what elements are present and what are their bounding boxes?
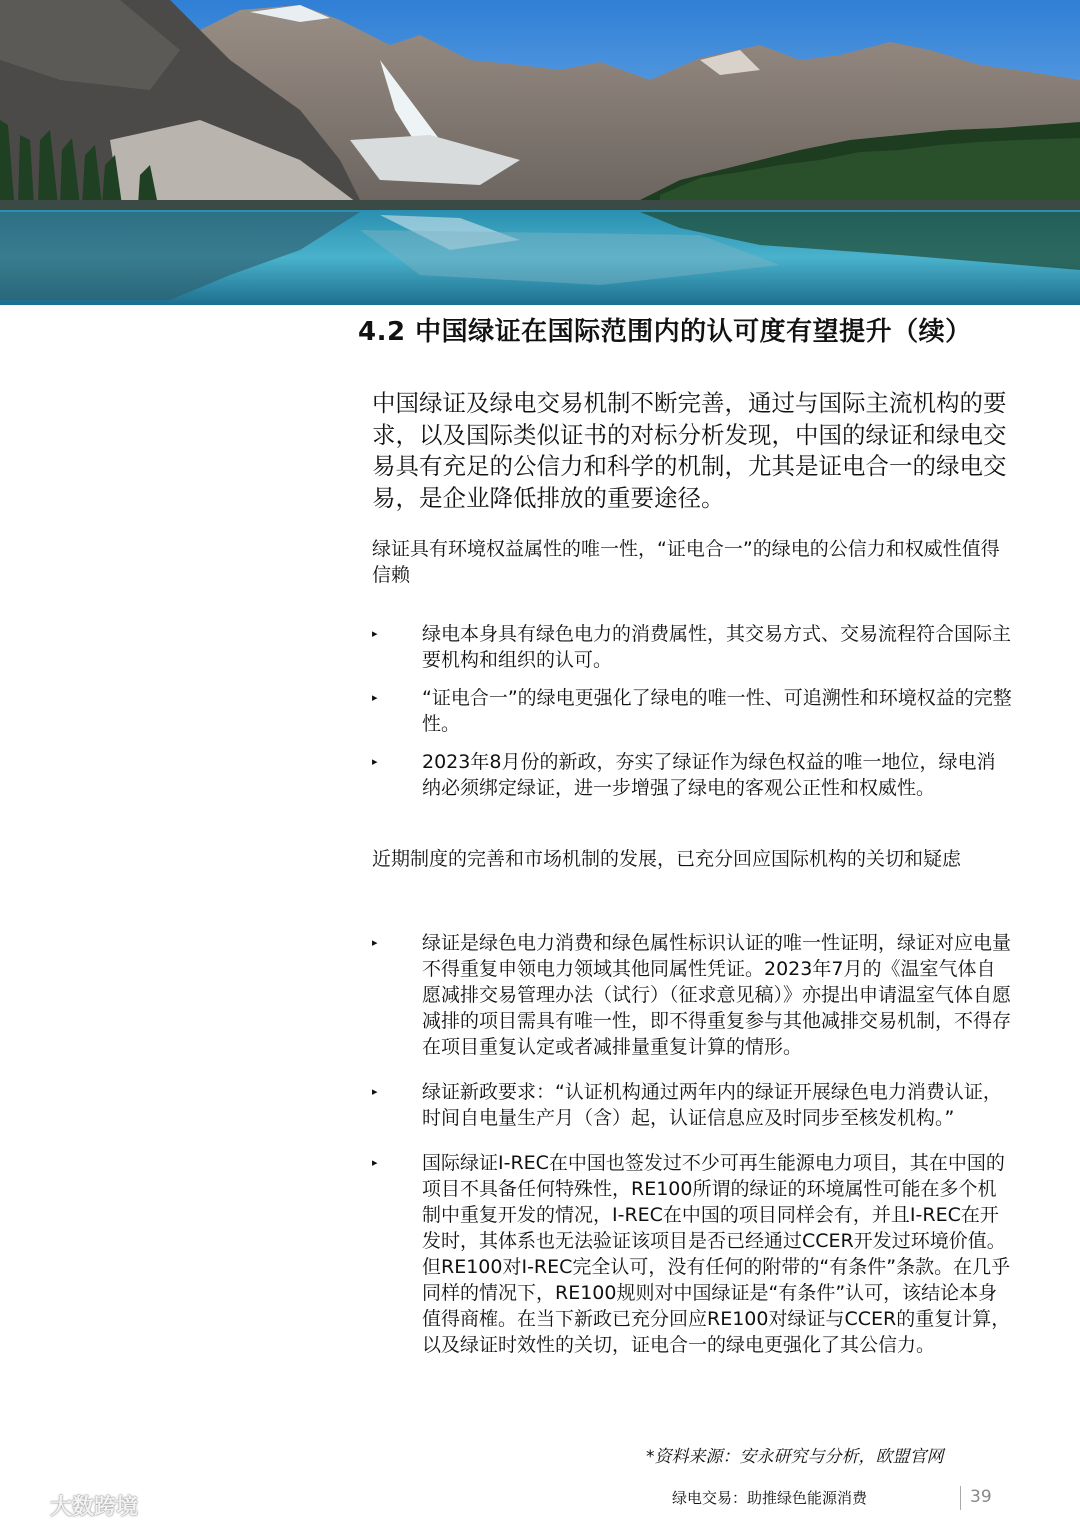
bullet-list-market-mechanism: [372, 930, 1012, 1377]
bullet-arrow-icon: ▸: [372, 1085, 378, 1098]
source-note: *资料来源：安永研究与分析，欧盟官网: [646, 1447, 944, 1467]
watermark: [8, 1490, 138, 1522]
list-item: ▸ 2023年8月份的新政，夯实了绿证作为绿色权益的唯一地位，绿电消纳必须绑定绿证，进一步增强了绿电的客观公正性和权威性。: [372, 751, 996, 799]
subheading-uniqueness: 绿证具有环境权益属性的唯一性，“证电合一”的绿电的公信力和权威性值得信赖: [372, 538, 1000, 586]
bullet-arrow-icon: ▸: [372, 627, 378, 640]
subheading-market-mechanism: 近期制度的完善和市场机制的发展，已充分回应国际机构的关切和疑虑: [372, 848, 962, 870]
intro-paragraph: 中国绿证及绿电交易机制不断完善，通过与国际主流机构的要求，以及国际类似证书的对标分析发现，中国的绿证和绿电交易具有充足的公信力和科学的机制，尤其是证电合一的绿电交易，是企业降低排放的重要途径。: [372, 389, 1007, 512]
watermark-logo-icon: [8, 1494, 46, 1522]
bullet-arrow-icon: ▸: [372, 936, 378, 949]
watermark-text: 大数跨境: [50, 1495, 139, 1520]
list-item: ▸ 绿证新政要求：“认证机构通过两年内的绿证开展绿色电力消费认证，时间自电量生产月（含）起，认证信息应及时同步至核发机构。”: [372, 1081, 1002, 1129]
footer-divider: [960, 1486, 961, 1510]
bullet-arrow-icon: ▸: [372, 755, 378, 768]
footer-title: 绿电交易：助推绿色能源消费: [672, 1489, 868, 1507]
bullet-list-uniqueness: [372, 621, 1012, 813]
list-item: ▸ 绿证是绿色电力消费和绿色属性标识认证的唯一性证明，绿证对应电量不得重复申领电力领域其他同属性凭证。2023年7月的《温室气体自愿减排交易管理办法（试行）（征求意见稿）》亦提出申请温室气体自愿减排的项目需具有唯一性，即不得重复参与其他减排交易机制，不得存在项目重复认定或者减排量重复计算的情形。: [372, 932, 1012, 1058]
section-title: 4.2 中国绿证在国际范围内的认可度有望提升（续）: [358, 317, 972, 347]
bullet-arrow-icon: ▸: [372, 691, 378, 704]
list-item: ▸ “证电合一”的绿电更强化了绿电的唯一性、可追溯性和环境权益的完整性。: [372, 687, 1012, 735]
list-item: ▸ 国际绿证I-REC在中国也签发过不少可再生能源电力项目，其在中国的项目不具备任何特殊性，RE100所谓的绿证的环境属性可能在多个机制中重复开发的情况，I-REC在中国的项目同样会有，并且I-REC在开发时，其体系也无法验证该项目是否已经通过CCER开发过环境价值。但RE100对I-REC完全认可，没有任何的附带的“有条件”条款。在几乎同样的情况下，RE100规则对中国绿证是“有条件”认可，该结论本身值得商榷。在当下新政已充分回应RE100对绿证与CCER的重复计算，以及绿证时效性的关切，证电合一的绿电更强化了其公信力。: [372, 1152, 1011, 1356]
page-number: 39: [970, 1487, 992, 1507]
bullet-arrow-icon: ▸: [372, 1156, 378, 1169]
hero-image: [0, 0, 1080, 305]
list-item: ▸ 绿电本身具有绿色电力的消费属性，其交易方式、交易流程符合国际主要机构和组织的认可。: [372, 623, 1012, 671]
